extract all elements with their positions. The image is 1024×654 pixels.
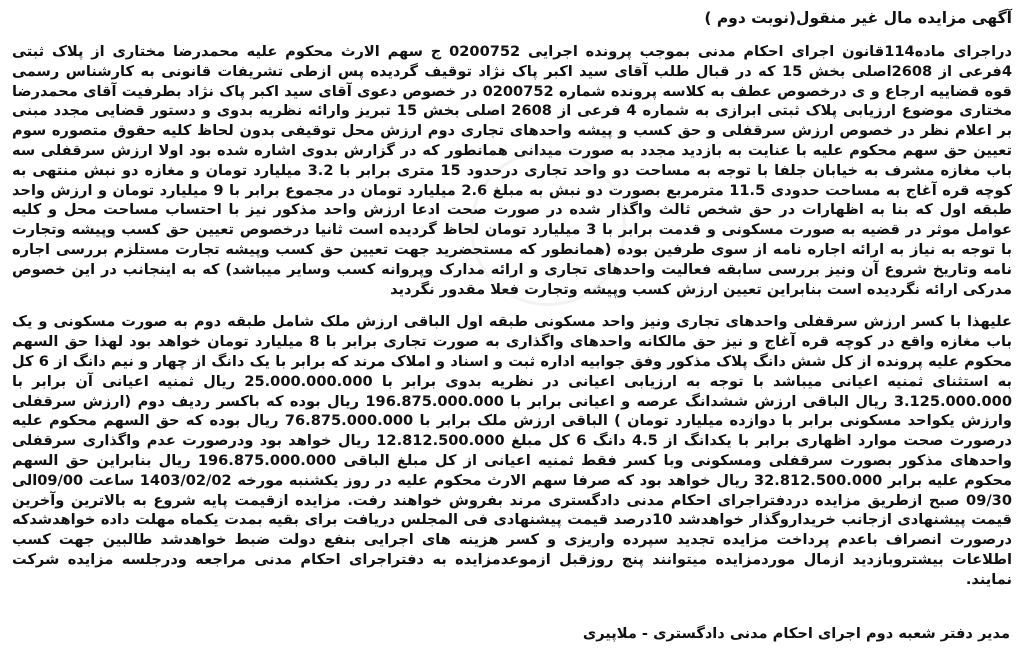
notice-paragraph-1: دراجرای ماده114قانون اجرای احکام مدنی بموجب پرونده اجرایی 0200752 ج سهم الارث محکوم علیه محمدرضا مختاری از پلاک ثبتی 4فرعی از 2608اصلی بخش 15 که در قبال طلب آقای سید اکبر پاک نژاد توقیف گردیده پس ازطی تشریفات قانونی به کارشناس رسمی قوه قضاییه ارجاع و ی درخصوص عطف به کلاسه پرونده شماره 0200752 در خصوص دعوی آقای سید اکبر پاک نژاد بطرفیت آقای محمدرضا مختاری موضوع ارزیابی پلاک ثبتی ابرازی به شماره 4 فرعی از 2608 اصلی بخش 15 تبریز وارائه نظریه بدوی و دستور قضایی مجدد مبنی بر اعلام نظر در خصوص ارزش سرقفلی و حق کسب و پیشه واحدهای تجاری دوم ارزش محل توقیفی بدون لحاظ کلیه حقوق متصوره سوم تعیین حق سهم محکوم علیه با عنایت به بازدید مجدد به صورت میدانی همانطور که در گزارش بدوی اشاره شده بود اولا ارزش سرقفلی سه باب مغازه مشرف به خیابان جلفا با توجه به مساحت دو واحد تجاری درحدود 15 متری برابر با 3.2 میلیارد تومان و مغازه دو نبش منتهی به کوچه قره آغاج به مساحت حدودی 11.5 مترمربع بصورت دو نبش به مبلغ 2.6 میلیارد تومان در مجموع برابر با 9 میلیارد تومان و ارزش واحد طبقه اول که بنا به اظهارات در حق شخص ثالث واگذار شده در صورت صحت ادعا ارزش واحد مذکور نیز با احتساب مساحت محل و کلیه عوامل موثر در قضیه به صورت مسکونی و قدمت برابر با 3 میلیارد تومان لحاظ گردیده است ثانیا درخصوص تعیین حق کسب وپیشه وتجارت با توجه به نیاز به ارائه اجاره نامه از سوی طرفین بوده (همانطور که مستحضرید جهت تعیین حق کسب وپیشه تجارت مستلزم بررسی اجاره نامه وتاریخ شروع آن ونیز بررسی سابقه فعالیت واحدهای تجاری و ارائه مدارک وپروانه کسب وسایر میباشد) که به اینجانب در این خصوص مدرکی ارائه نگردیده است بنابراین تعیین ارزش کسب وپیشه وتجارت فعلا مقدور نگردید xyxy=(12,43,1012,298)
notice-title: آگهی مزایده مال غیر منقول(نوبت دوم ) xyxy=(704,9,1012,27)
notice-paragraph-2: علیهذا با کسر ارزش سرقفلی واحدهای تجاری ونیز واحد مسکونی طبقه اول الباقی ارزش ملک شامل طبقه دوم به صورت مسکونی و یک باب مغازه واقع در کوچه قره آغاج و نیز حق مالکانه واحدهای واگذاری به صورت تجاری برابر با 8 میلیارد تومان خواهد بود لهذا حق السهم محکوم علیه پرونده از کل شش دانگ پلاک مذکور وفق جوابیه اداره ثبت و اسناد و املاک مرند که برابر با یک دانگ از چهار و نیم دانگ از 6 کل به استثنای ثمنیه اعیانی میباشد با توجه به ارزیابی اعیانی در نظریه بدوی برابر با 25.000.000.000 ریال ثمنیه اعیانی آن برابر با 3.125.000.000 ریال الباقی ارزش ششدانگ عرصه و اعیانی برابر با 196.875.000.000 ریال بوده که باکسر ردیف دوم (ارزش سرقفلی وارزش یکواحد مسکونی برابر با دوازده میلیارد تومان ) الباقی ارزش ملک برابر با 76.875.000.000 ریال بوده که حق السهم محکوم علیه درصورت صحت موارد اظهاری برابر با یکدانگ از 4.5 دانگ 6 کل مبلغ 12.812.500.000 ریال خواهد بود ودرصورت عدم واگذاری سرقفلی واحدهای مذکور بصورت سرقفلی ومسکونی وبا کسر فقط ثمنیه اعیانی از کل مبلغ الباقی 196.875.000.000 ریال بنابراین حق السهم محکوم علیه برابر 32.812.500.000 ریال خواهد بود که صرفا سهم الارث محکوم علیه در روز یکشنبه مورخه 1403/02/02 ساعت 09/00الی 09/30 صبح ازطریق مزایده دردفتراجرای احکام مدنی دادگستری مرند بفروش خواهند رفت. مزایده ازقیمت پایه شروع به بالاترین وآخرین قیمت پیشنهادی ازجانب خریداروگذار خواهدشد 10درصد قیمت پیشنهادی فی المجلس دریافت برای بقیه بمدت یکماه مهلت داده خواهدشدکه درصورت انصراف باعدم پرداخت مزایده تجدید سپرده واریزی و کسر هزینه های اجرایی بنفع دولت ضبط خواهدشد طالبین جهت کسب اطلاعات بیشتروبازدید ازمال موردمزایده میتوانند پنج روزقبل ازموعدمزایده به دفتراجرای احکام مدنی مراجعه ودرجلسه مزایده شرکت نمایند. xyxy=(12,313,1013,588)
notice-signature: مدیر دفتر شعبه دوم اجرای احکام مدنی دادگستری - ملاپیری xyxy=(582,625,1010,642)
